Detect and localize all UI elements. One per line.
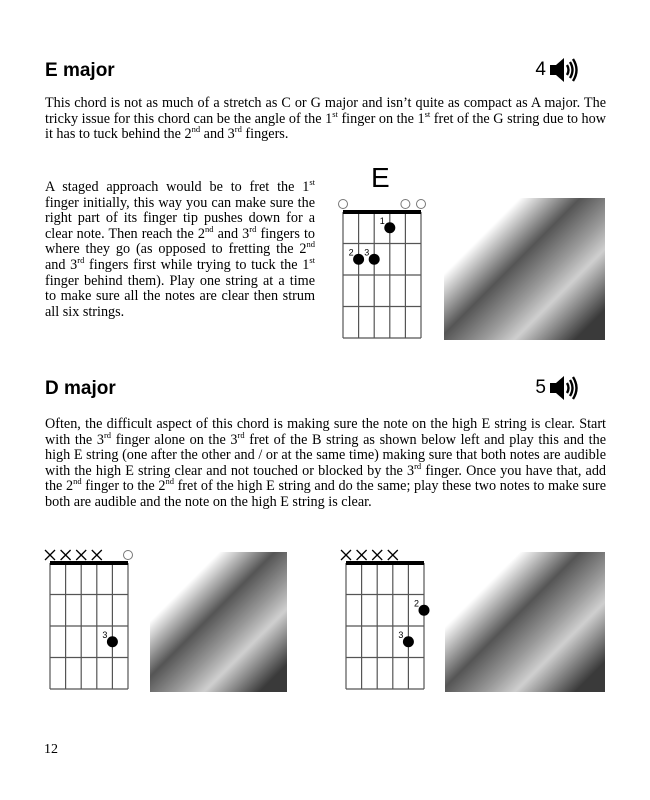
ordinal-suffix: rd [234,124,242,135]
finger-number: 2 [348,247,354,258]
text-run: and 3 [200,126,235,143]
text-run: fret of the B string as shown below left and play this and the high E string (one after the other and / or at the same time) making sure that both notes are audible with the high E string clear and not touched or blocked by the 3 [45,431,606,479]
open-string-marker [401,200,410,209]
nut [346,561,424,565]
text-run: A staged approach would be to fret the 1 [45,179,310,195]
muted-string-marker [388,550,398,560]
ordinal-suffix: nd [73,476,82,487]
ordinal-suffix: st [309,254,315,265]
chord-diagram-d-step2 [333,546,443,696]
e-major-intro-paragraph [45,96,606,143]
ordinal-suffix: st [309,177,315,187]
chord-diagram-e [330,195,440,345]
muted-string-marker [92,550,102,560]
text-run: fingers. [241,126,289,143]
text-run: finger on the 1 [337,110,425,127]
ordinal-suffix: rd [237,429,245,440]
text-run: fingers first while trying to tuck the 1 [84,256,310,273]
muted-string-marker [61,550,71,560]
finger-dot [384,222,395,233]
open-string-marker [417,200,426,209]
finger-number: 1 [379,215,385,226]
e-major-hand-photo [444,198,605,340]
finger-dot [353,254,364,265]
track-number: 5 [535,377,546,398]
text-run: finger initially, this way you can make sure the right part of its finger tip pushes down for a clear note. Then reach the 2 [45,194,315,242]
text-run: and 3 [45,256,78,273]
nut [50,561,128,565]
text-run: This chord is not as much of a stretch as C or G major and isn’t quite as compact as A major. The tricky issue for this chord can be the angle of the 1 [45,95,606,127]
d-major-paragraph [45,417,606,511]
ordinal-suffix: nd [306,239,315,250]
finger-dot [403,636,414,647]
text-run: finger. Once you have that, add the 2 [45,462,607,495]
ordinal-suffix: rd [103,429,112,440]
muted-string-marker [341,550,351,560]
nut [343,210,421,214]
chord-diagram-d-step1 [37,546,147,696]
audio-track-5[interactable] [535,374,578,402]
muted-string-marker [357,550,367,560]
e-major-staged-paragraph [45,177,315,320]
text-run: and 3 [213,225,250,242]
section-title-d-major: D major [45,378,116,399]
text-run: fret of the high E string and do the same; play these two notes to make sure both are audible and the note on the high E string is clear. [45,478,607,510]
ordinal-suffix: st [424,108,431,119]
open-string-marker [124,551,133,560]
d-major-step1-hand-photo [150,552,287,692]
text-run: fingers to where they go (as opposed to fretting the 2 [45,225,315,258]
finger-number: 3 [398,629,404,640]
ordinal-suffix: nd [191,124,201,135]
ordinal-suffix: st [332,108,338,119]
finger-number: 3 [364,247,370,258]
speaker-icon[interactable] [548,374,578,402]
ordinal-suffix: rd [249,223,257,234]
text-run: fret of the G string due to how it has to tuck behind the 2 [45,110,606,143]
finger-dot [419,605,430,616]
chord-name-e: E [371,162,390,193]
track-number: 4 [535,59,546,80]
finger-dot [369,254,380,265]
ordinal-suffix: rd [77,254,85,265]
text-run: finger behind them). Play one string at a time to make sure all the notes are clear then strum all six strings. [45,272,315,320]
text-run: Often, the difficult aspect of this chord is making sure the note on the high E string is clear. Start with the 3 [45,416,606,448]
page-number: 12 [44,742,58,757]
speaker-icon[interactable] [548,56,578,84]
muted-string-marker [372,550,382,560]
text-run: finger to the 2 [81,478,166,495]
finger-number: 2 [414,598,420,609]
ordinal-suffix: nd [205,223,214,234]
open-string-marker [339,200,348,209]
audio-track-4[interactable] [535,56,578,84]
text-run: finger alone on the 3 [111,431,238,448]
d-major-step2-hand-photo [445,552,605,692]
muted-string-marker [76,550,86,560]
finger-dot [107,636,118,647]
section-title-e-major: E major [45,60,115,81]
finger-number: 3 [102,629,108,640]
ordinal-suffix: nd [165,476,174,487]
muted-string-marker [45,550,55,560]
ordinal-suffix: rd [414,460,422,471]
